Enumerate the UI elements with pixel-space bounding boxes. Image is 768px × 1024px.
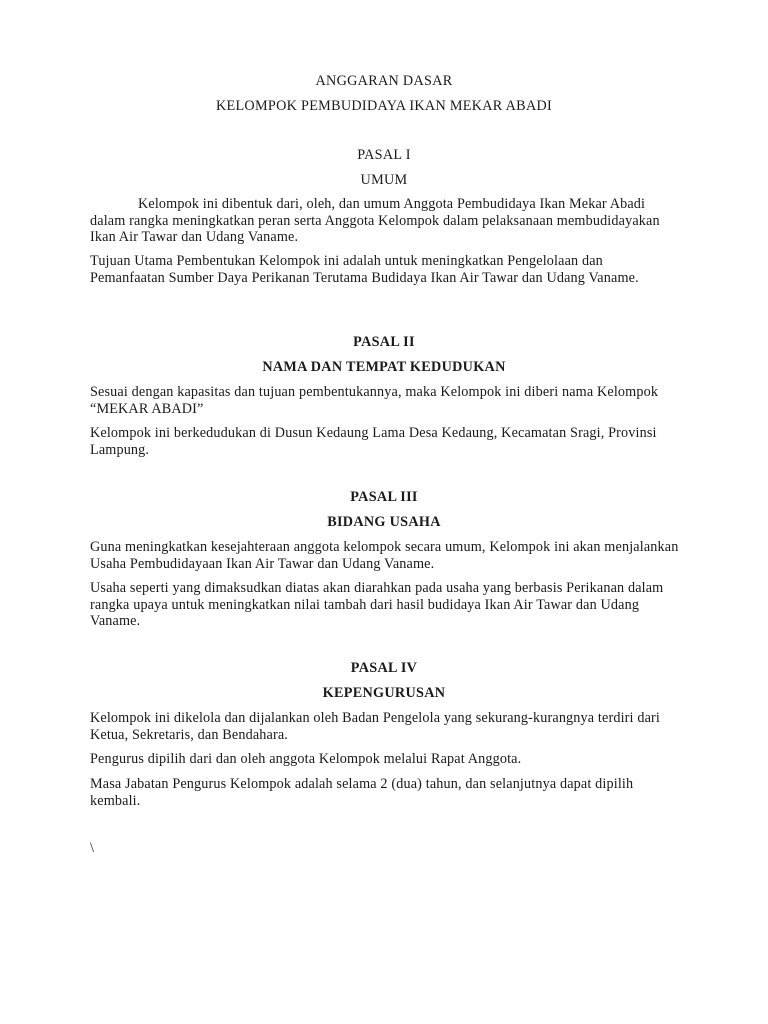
section-3-heading: PASAL III xyxy=(350,489,418,505)
section-4-paragraph-1: Kelompok ini dikelola dan dijalankan oleh Badan Pengelola yang sekurang-kurangnya terdiri dari Ketua, Sekretaris, dan Bendahara. xyxy=(90,710,661,743)
trailing-backslash-mark: \ xyxy=(90,840,95,856)
document-title-line-2: KELOMPOK PEMBUDIDAYA IKAN MEKAR ABADI xyxy=(215,98,553,114)
section-1-heading: PASAL I xyxy=(357,147,411,163)
section-4-subheading: KEPENGURUSAN xyxy=(322,685,446,701)
document-title-line-1: ANGGARAN DASAR xyxy=(315,73,453,89)
section-4-paragraph-3: Masa Jabatan Pengurus Kelompok adalah selama 2 (dua) tahun, dan selanjutnya dapat dipilih kembali. xyxy=(90,776,634,809)
section-2-heading: PASAL II xyxy=(353,334,415,350)
section-4-heading: PASAL IV xyxy=(350,660,418,676)
section-2-paragraph-2: Kelompok ini berkedudukan di Dusun Kedaung Lama Desa Kedaung, Kecamatan Sragi, Provinsi Lampung. xyxy=(90,425,657,458)
section-2-paragraph-1: Sesuai dengan kapasitas dan tujuan pembentukannya, maka Kelompok ini diberi nama Kelompok “MEKAR ABADI” xyxy=(90,384,659,417)
section-3-paragraph-2: Usaha seperti yang dimaksudkan diatas akan diarahkan pada usaha yang berbasis Perikanan dalam rangka upaya untuk meningkatkan nilai tambah dari hasil budidaya Ikan Air Tawar dan Udang Vaname. xyxy=(90,580,664,629)
section-3-paragraph-1: Guna meningkatkan kesejahteraan anggota kelompok secara umum, Kelompok ini akan menjalankan Usaha Pembudidayaan Ikan Air Tawar dan Udang Vaname. xyxy=(90,539,679,572)
section-3-subheading: BIDANG USAHA xyxy=(327,514,441,530)
section-1-subheading: UMUM xyxy=(360,172,408,188)
section-1-paragraph-2: Tujuan Utama Pembentukan Kelompok ini adalah untuk meningkatkan Pengelolaan dan Pemanfaatan Sumber Daya Perikanan Terutama Budidaya Ikan Air Tawar dan Udang Vaname. xyxy=(90,253,639,286)
section-1-paragraph-1: Kelompok ini dibentuk dari, oleh, dan umum Anggota Pembudidaya Ikan Mekar Abadi dalam rangka meningkatkan peran serta Anggota Kelompok dalam pelaksanaan membudidayakan Ikan Air Tawar dan Udang Vaname. xyxy=(90,196,660,245)
section-2-subheading: NAMA DAN TEMPAT KEDUDUKAN xyxy=(262,359,506,375)
section-4-paragraph-2: Pengurus dipilih dari dan oleh anggota Kelompok melalui Rapat Anggota. xyxy=(90,751,522,767)
